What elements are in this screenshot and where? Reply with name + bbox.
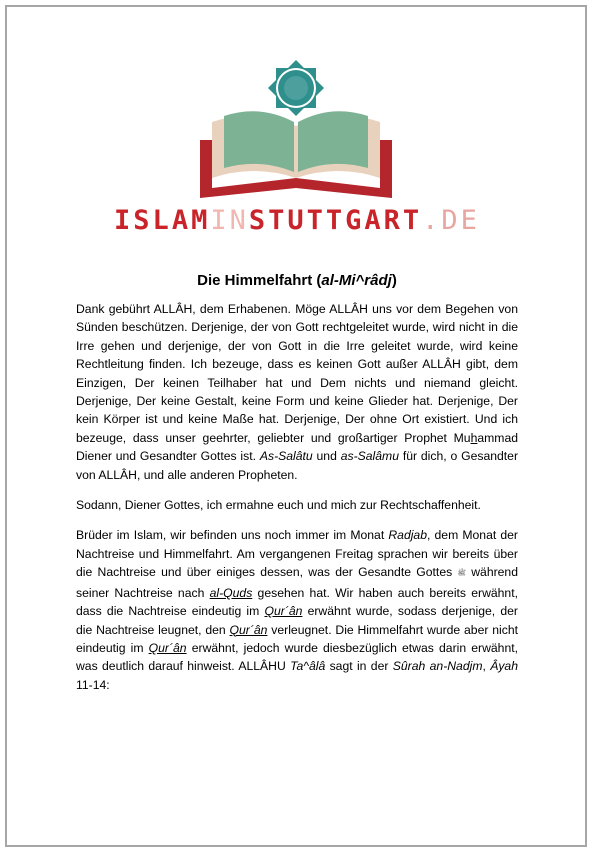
paragraph-intro: Dank gebührt ALLÂH, dem Erhabenen. Möge ALLÂH uns vor dem Begehen von Sünden beschützen. Derjenige, der von Gott rechtgeleitet wurde, wird nicht in die Irre gehen und derjenige, der von Gott in die Irre geleitet wurde, wird keine Rechtleitung finden. Ich bezeuge, dass es keinen Gott außer ALLÂH gibt, dem Einzigen, Der keinen Teilhaber hat und Dem nichts und niemand gleicht. Derjenige, Der keine Gestalt, keine Form und keine Glieder hat. Derjenige, Der kein Körper ist und keine Maße hat. Derjenige, Der ohne Ort existiert. Und ich bezeuge, dass unser geehrter, geliebter und großartiger Prophet Muhammad Diener und Gesandter Gottes ist. As-Salâtu und as-Salâmu für dich, o Gesandter von ALLÂH, und alle anderen Propheten. — [76, 302, 519, 482]
page-title: Die Himmelfahrt (al-Mi^râdj) — [197, 272, 397, 289]
paragraph-main: Brüder im Islam, wir befinden uns noch immer im Monat Radjab, dem Monat der Nachtreise und Himmelfahrt. Am vergangenen Freitag sprachen wir bereits über die Nachtreise und über einiges dessen, was der Gesandte Gottes ﷺ während seiner Nachtreise nach al-Quds gesehen hat. Wir haben auch bereits erwähnt, dass die Nachtreise eindeutig im Qur´ân erwähnt wurde, sodass derjenige, der die Nachtreise leugnet, den Qur´ân verleugnet. Die Himmelfahrt wurde aber nicht eindeutig im Qur´ân erwähnt, jedoch wurde diesbezüglich etwas darin erwähnt, was deutlich darauf hinweist. ALLÂHU Ta^âlâ sagt in der Sûrah an-Nadjm, Âyah 11-14: — [76, 528, 519, 692]
honorific-icon: ﷺ — [457, 570, 466, 578]
sermon-body — [76, 300, 518, 706]
site-name: ISLAMINSTUTTGART.DE — [114, 205, 480, 236]
seal-icon — [268, 60, 324, 116]
paragraph-admonition: Sodann, Diener Gottes, ich ermahne euch und mich zur Rechtschaffenheit. — [76, 498, 481, 513]
